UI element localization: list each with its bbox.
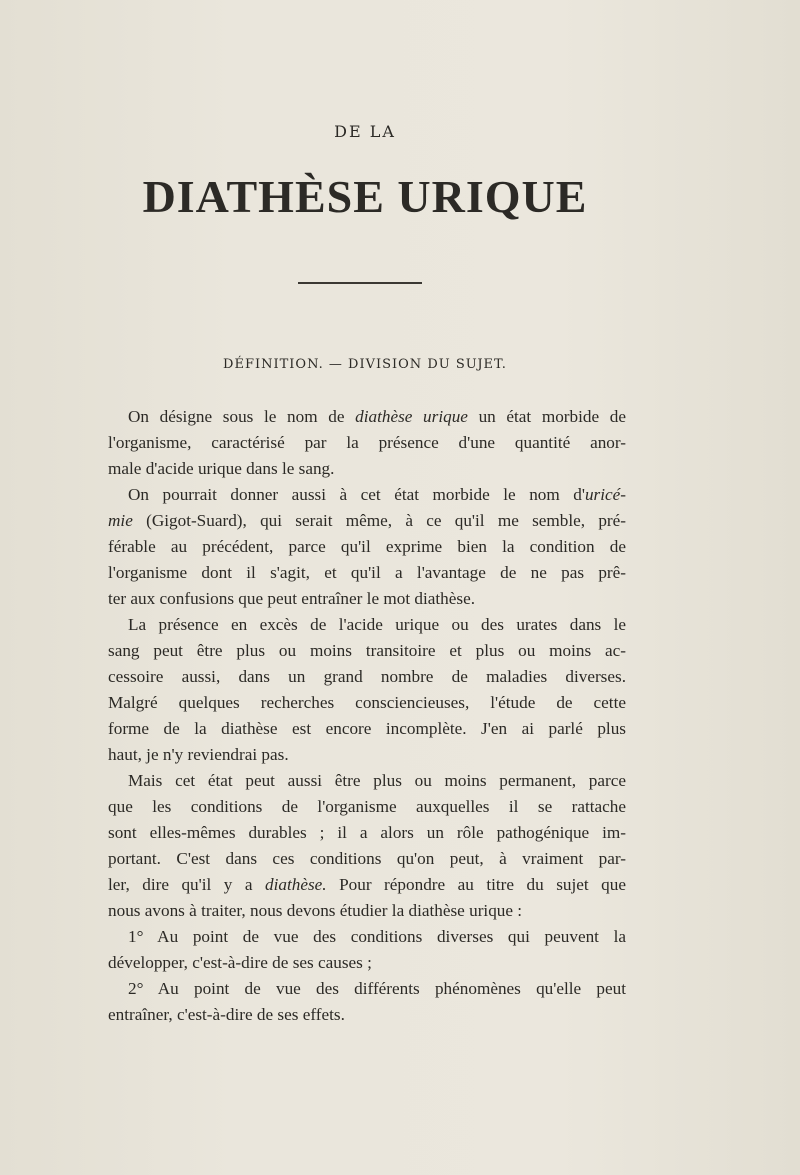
text-line: nous avons à traiter, nous devons étudier la diathèse urique : [108,901,523,920]
section-heading: DÉFINITION. — DIVISION DU SUJET. [223,357,507,372]
text-line: sang peut être plus ou moins transitoire et plus ou moins ac- [108,641,626,660]
text-line: sont elles-mêmes durables ; il a alors un rôle pathogénique im- [108,823,626,842]
text-line: On désigne sous le nom de diathèse urique un état morbide de [128,407,626,426]
text-line: férable au précédent, parce qu'il exprime bien la condition de [108,537,626,556]
text-line: l'organisme, caractérisé par la présence d'une quantité anor- [108,433,626,452]
text-line: forme de la diathèse est encore incomplète. J'en ai parlé plus [108,719,626,738]
text-line: ter aux confusions que peut entraîner le mot diathèse. [108,589,476,608]
text-line: 1° Au point de vue des conditions diverses qui peuvent la [128,927,626,946]
text-line: La présence en excès de l'acide urique ou des urates dans le [128,615,626,634]
text-line: que les conditions de l'organisme auxquelles il se rattache [108,797,626,816]
text-line: ler, dire qu'il y a diathèse. Pour répondre au titre du sujet que [108,875,626,894]
text-line: portant. C'est dans ces conditions qu'on peut, à vraiment par- [108,849,626,868]
text-line: Mais cet état peut aussi être plus ou moins permanent, parce [128,771,626,790]
text-line: l'organisme dont il s'agit, et qu'il a l'avantage de ne pas prê- [108,563,626,582]
text-line: entraîner, c'est-à-dire de ses effets. [108,1005,345,1024]
text-line: On pourrait donner aussi à cet état morbide le nom d'uricé- [128,485,626,504]
text-line: haut, je n'y reviendrai pas. [108,745,289,764]
text-line: mie (Gigot-Suard), qui serait même, à ce qu'il me semble, pré- [108,511,626,530]
header-small-title: DE LA [334,122,396,141]
text-line: Malgré quelques recherches consciencieuses, l'étude de cette [108,693,626,712]
body-text [108,404,626,1028]
main-title: DIATHÈSE URIQUE [142,171,588,222]
text-line: 2° Au point de vue des différents phénomènes qu'elle peut [128,979,626,998]
text-line: male d'acide urique dans le sang. [108,459,335,478]
title-rule [298,282,422,284]
text-line: cessoire aussi, dans un grand nombre de maladies diverses. [108,667,626,686]
text-line: développer, c'est-à-dire de ses causes ; [108,953,372,972]
